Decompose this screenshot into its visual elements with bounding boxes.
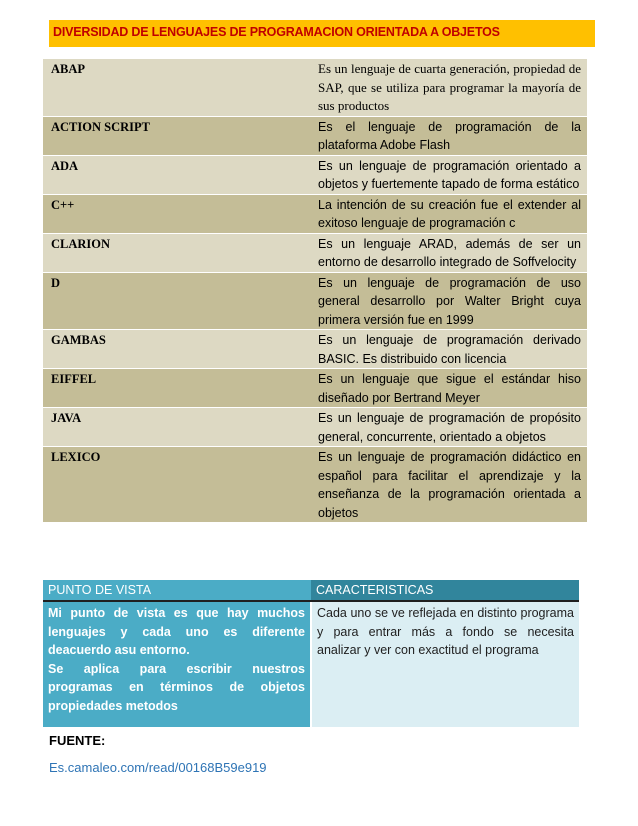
point-of-view-cell [43,601,311,727]
language-description: Es un lenguaje de programación de propósito general, concurrente, orientado a objetos [317,408,587,447]
point-of-view-text: Mi punto de vista es que hay muchos lenguajes y cada uno es diferente deacuerdo asu entorno. [48,606,305,657]
table-row [43,408,587,447]
language-description: Es un lenguaje de programación orientado a objetos y fuertemente tapado de forma estático [317,155,587,194]
language-name: EIFFEL [43,369,317,408]
opinion-table [43,580,579,727]
language-name: C++ [43,194,317,233]
opinion-body-row [43,601,579,727]
language-description: Es un lenguaje que sigue el estándar hiso diseñado por Bertrand Meyer [317,369,587,408]
language-description: La intención de su creación fue el extender al exitoso lenguaje de programación c [317,194,587,233]
source-label: FUENTE: [49,733,106,748]
language-description: Es un lenguaje ARAD, además de ser un entorno de desarrollo integrado de Soffvelocity [317,233,587,272]
point-of-view-text-2: Se aplica para escribir nuestros programas en términos de objetos propiedades metodos [48,661,305,713]
languages-table [43,58,587,523]
document-title: DIVERSIDAD DE LENGUAJES DE PROGRAMACION ORIENTADA A OBJETOS [49,20,595,47]
language-description: Es un lenguaje de programación de uso general desarrollo por Walter Bright cuya primera versión fue en 1999 [317,272,587,330]
language-name: ACTION SCRIPT [43,116,317,155]
language-description: Es un lenguaje de programación derivado BASIC. Es distribuido con licencia [317,330,587,369]
table-row [43,155,587,194]
table-row [43,194,587,233]
language-description: Es el lenguaje de programación de la plataforma Adobe Flash [317,116,587,155]
characteristics-cell: Cada uno se ve reflejada en distinto programa y para entrar más a fondo se necesita analizar y ver con exactitud el programa [311,601,579,727]
header-characteristics: CARACTERISTICAS [311,580,579,601]
language-description: Es un lenguaje de cuarta generación, propiedad de SAP, que se utiliza para programar la mayoría de sus productos [317,59,587,117]
table-row [43,116,587,155]
language-name: D [43,272,317,330]
table-row [43,447,587,523]
table-row [43,369,587,408]
table-row [43,233,587,272]
language-name: LEXICO [43,447,317,523]
language-name: CLARION [43,233,317,272]
language-description: Es un lenguaje de programación didáctico en español para facilitar el aprendizaje y la enseñanza de la programación orientada a objetos [317,447,587,523]
header-point-of-view: PUNTO DE VISTA [43,580,311,601]
table-row [43,59,587,117]
source-link[interactable]: Es.camaleo.com/read/00168B59e919 [49,760,267,775]
opinion-header-row [43,580,579,601]
language-name: JAVA [43,408,317,447]
language-name: ABAP [43,59,317,117]
language-name: GAMBAS [43,330,317,369]
table-row [43,330,587,369]
table-row [43,272,587,330]
language-name: ADA [43,155,317,194]
